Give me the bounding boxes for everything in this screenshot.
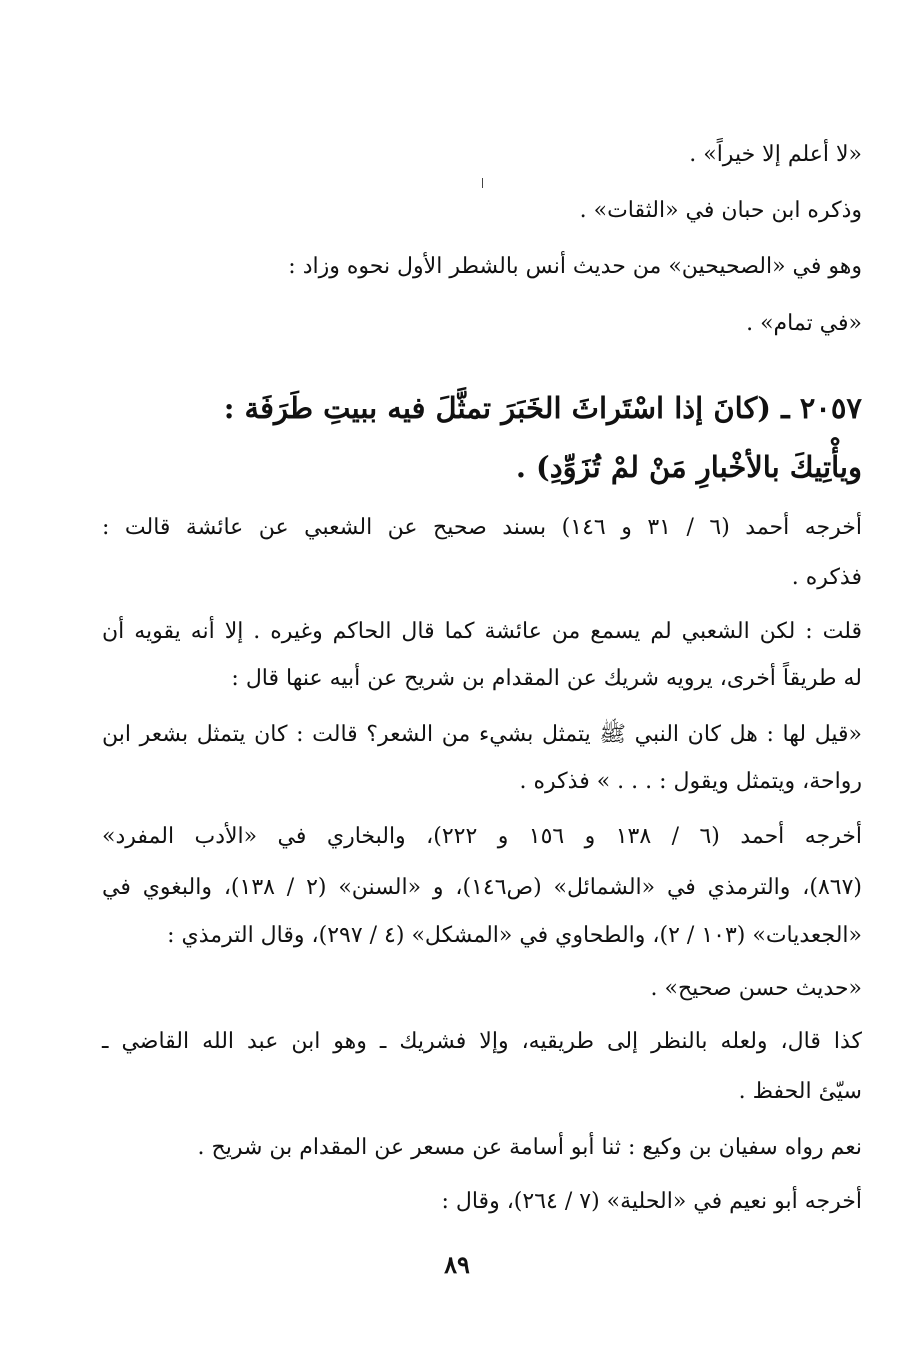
text-line: «قيل لها : هل كان النبي ﷺ يتمثل بشيء من الشعر؟ قالت : كان يتمثل بشعر ابن (102, 722, 862, 747)
text-line: أخرجه أحمد (٦ / ٣١ و ١٤٦) بسند صحيح عن الشعبي عن عائشة قالت : (102, 515, 862, 540)
text-line: (٨٦٧)، والترمذي في «الشمائل» (ص١٤٦)، و «السنن» (٢ / ١٣٨)، والبغوي في (102, 875, 862, 900)
text-line: فذكره . (791, 565, 862, 590)
text-line: سيّئ الحفظ . (738, 1079, 862, 1104)
text-line: «الجعديات» (١٠٣ / ٢)، والطحاوي في «المشكل» (٤ / ٢٩٧)، وقال الترمذي : (167, 923, 862, 948)
text-line: «لا أعلم إلا خيراً» . (689, 142, 862, 167)
text-line: أخرجه أبو نعيم في «الحلية» (٧ / ٢٦٤)، وقال : (441, 1189, 862, 1214)
text-line: قلت : لكن الشعبي لم يسمع من عائشة كما قال الحاكم وغيره . إلا أنه يقويه أن (102, 619, 862, 644)
text-line: «في تمام» . (746, 311, 862, 336)
text-line: وهو في «الصحيحين» من حديث أنس بالشطر الأول نحوه وزاد : (288, 254, 862, 279)
text-line: رواحة، ويتمثل ويقول : . . . » فذكره . (519, 769, 862, 794)
hadith-heading-line: ٢٠٥٧ ـ (كانَ إذا اسْتَراثَ الخَبَرَ تمثَّلَ فيه ببيتِ طَرَفَة : (223, 391, 862, 425)
text-line: «حديث حسن صحيح» . (650, 976, 862, 1001)
text-line: نعم رواه سفيان بن وكيع : ثنا أبو أسامة عن مسعر عن المقدام بن شريح . (197, 1135, 862, 1160)
stray-mark (482, 178, 483, 188)
text-line: وذكره ابن حبان في «الثقات» . (579, 198, 862, 223)
page-number: ٨٩ (444, 1250, 470, 1279)
text-line: كذا قال، ولعله بالنظر إلى طريقيه، وإلا فشريك ـ وهو ابن عبد الله القاضي ـ (102, 1029, 862, 1054)
text-line: له طريقاً أخرى، يرويه شريك عن المقدام بن شريح عن أبيه عنها قال : (231, 666, 862, 691)
text-line: أخرجه أحمد (٦ / ١٣٨ و ١٥٦ و ٢٢٢)، والبخاري في «الأدب المفرد» (102, 824, 862, 849)
hadith-heading-line: ويأْتِيكَ بالأخْبارِ مَنْ لمْ تُزَوِّدِ) . (515, 450, 862, 484)
